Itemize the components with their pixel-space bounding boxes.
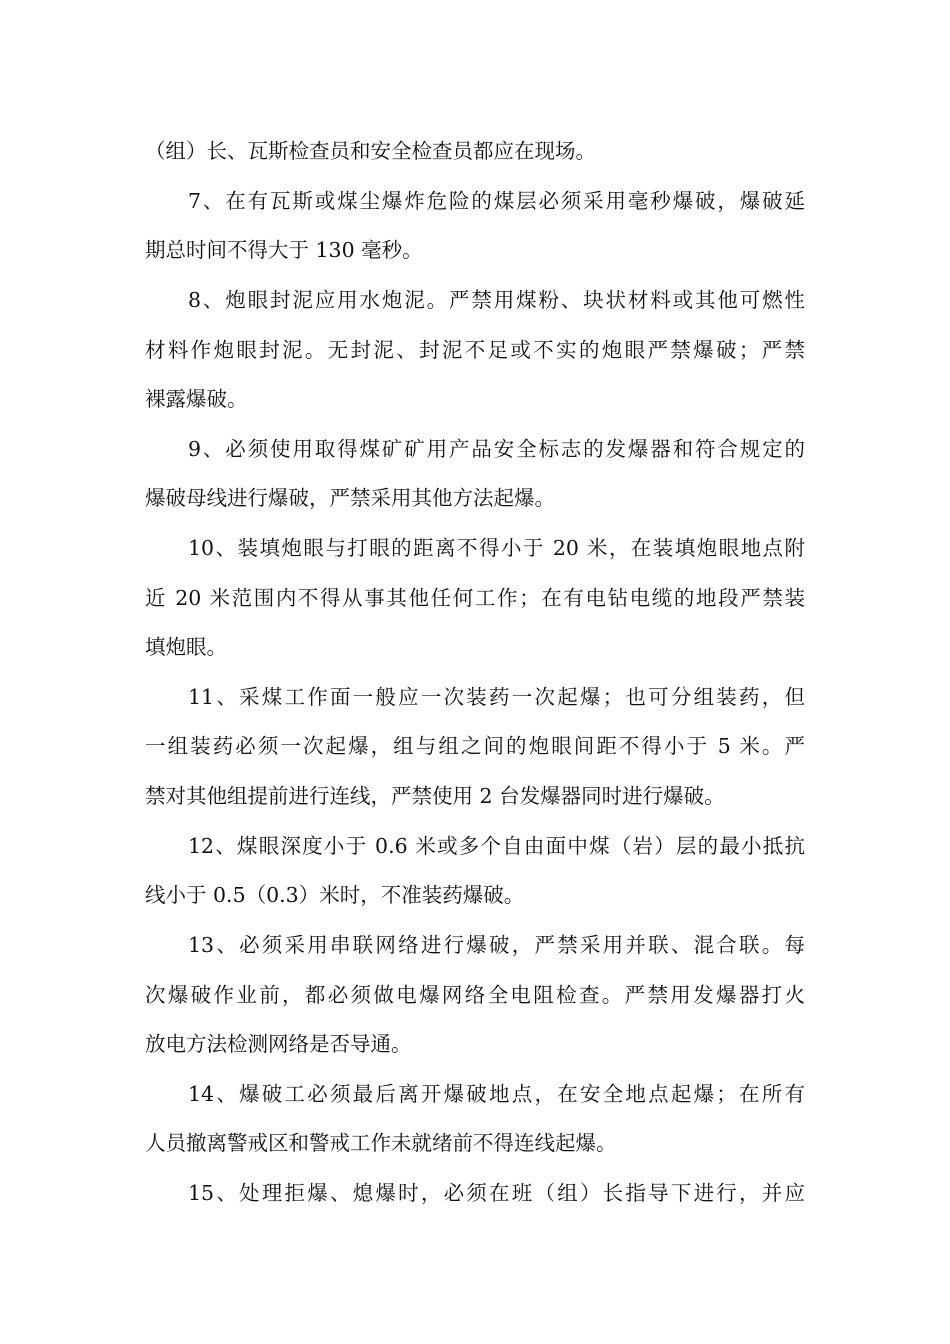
text-line: （组）长、瓦斯检查员和安全检查员都应在现场。 bbox=[145, 139, 596, 163]
text-line: 7、在有瓦斯或煤尘爆炸危险的煤层必须采用毫秒爆破，爆破延 bbox=[188, 189, 805, 213]
text-line: 线小于 0.5（0.3）米时，不准装药爆破。 bbox=[145, 883, 525, 907]
text-line: 放电方法检测网络是否导通。 bbox=[145, 1032, 412, 1056]
text-line: 次爆破作业前，都必须做电爆网络全电阻检查。严禁用发爆器打火 bbox=[145, 983, 805, 1007]
text-line: 裸露爆破。 bbox=[145, 387, 248, 411]
text-line: 14、爆破工必须最后离开爆破地点，在安全地点起爆；在所有 bbox=[188, 1082, 805, 1106]
text-line: 材料作炮眼封泥。无封泥、封泥不足或不实的炮眼严禁爆破；严禁 bbox=[145, 338, 805, 362]
text-line: 禁对其他组提前进行连线，严禁使用 2 台发爆器同时进行爆破。 bbox=[145, 784, 725, 808]
text-line: 填炮眼。 bbox=[145, 635, 227, 659]
text-line: 11、采煤工作面一般应一次装药一次起爆；也可分组装药，但 bbox=[188, 685, 805, 709]
text-line: 8、炮眼封泥应用水炮泥。严禁用煤粉、块状材料或其他可燃性 bbox=[188, 288, 805, 312]
text-line: 15、处理拒爆、熄爆时，必须在班（组）长指导下进行，并应 bbox=[188, 1181, 805, 1205]
text-line: 13、必须采用串联网络进行爆破，严禁采用并联、混合联。每 bbox=[188, 933, 805, 957]
text-line: 人员撤离警戒区和警戒工作未就绪前不得连线起爆。 bbox=[145, 1131, 617, 1155]
text-line: 10、装填炮眼与打眼的距离不得小于 20 米，在装填炮眼地点附 bbox=[188, 536, 805, 560]
text-line: 爆破母线进行爆破，严禁采用其他方法起爆。 bbox=[145, 486, 555, 510]
text-line: 期总时间不得大于 130 毫秒。 bbox=[145, 238, 423, 262]
text-line: 9、必须使用取得煤矿矿用产品安全标志的发爆器和符合规定的 bbox=[188, 437, 805, 461]
text-line: 一组装药必须一次起爆，组与组之间的炮眼间距不得小于 5 米。严 bbox=[145, 734, 805, 758]
text-line: 12、煤眼深度小于 0.6 米或多个自由面中煤（岩）层的最小抵抗 bbox=[188, 834, 805, 858]
text-line: 近 20 米范围内不得从事其他任何工作；在有电钻电缆的地段严禁装 bbox=[145, 586, 805, 610]
